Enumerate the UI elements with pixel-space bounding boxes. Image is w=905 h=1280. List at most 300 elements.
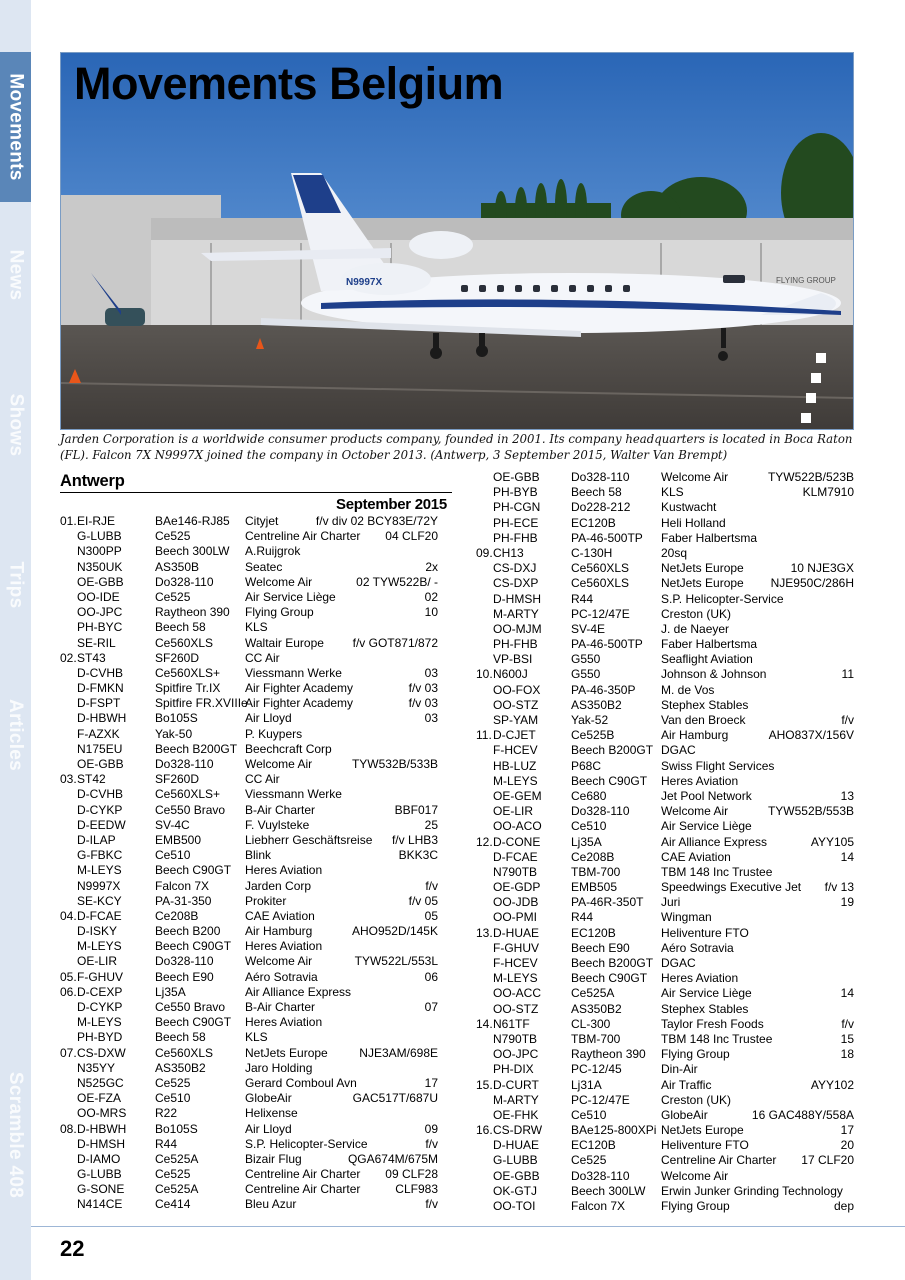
movement-registration: G-LUBB — [493, 1153, 538, 1168]
movement-row — [476, 956, 854, 971]
movement-remarks: 03 — [424, 665, 438, 680]
movement-remarks: 09 CLF28 — [385, 1167, 438, 1182]
movement-registration: D-HUAE — [493, 1138, 540, 1153]
movement-registration: F-HCEV — [493, 743, 538, 758]
movement-remarks: 15 — [840, 1031, 854, 1046]
movement-registration: OE-GBB — [493, 1168, 540, 1183]
movement-aircraft-type: SV-4C — [155, 817, 190, 832]
movement-operator: M. de Vos — [661, 682, 715, 697]
movement-operator: S.P. Helicopter-Service — [661, 591, 784, 606]
movement-operator: Heres Aviation — [661, 971, 739, 986]
movement-operator: Air Fighter Academy — [245, 681, 354, 696]
movement-aircraft-type: TBM-700 — [571, 864, 621, 879]
movement-row — [476, 941, 854, 956]
movement-operator: Faber Halbertsma — [661, 637, 758, 652]
movement-row — [60, 1015, 438, 1030]
tab-scramble[interactable]: Scramble 408 — [5, 1071, 27, 1199]
movement-aircraft-type: Ce510 — [571, 1107, 607, 1122]
movement-remarks: dep — [833, 1199, 854, 1213]
movement-row — [476, 1017, 854, 1032]
movement-operator: NetJets Europe — [661, 1123, 744, 1138]
movement-row — [60, 894, 438, 909]
movement-registration: M-LEYS — [77, 863, 122, 878]
movement-registration: OO-FOX — [493, 682, 541, 697]
tab-trips[interactable]: Trips — [5, 561, 27, 609]
movement-registration: PH-CGN — [493, 500, 541, 515]
movement-aircraft-type: Ce525A — [155, 1182, 199, 1197]
movement-operator: Cityjet — [245, 514, 279, 528]
movement-registration: G-SONE — [77, 1182, 125, 1197]
movement-aircraft-type: Ce550 Bravo — [155, 802, 226, 817]
movement-aircraft-type: PC-12/47E — [571, 606, 630, 621]
movement-row — [476, 683, 854, 698]
movement-registration: M-LEYS — [493, 971, 538, 986]
tab-articles[interactable]: Articles — [5, 698, 27, 772]
movement-aircraft-type: BAe146-RJ85 — [155, 514, 230, 528]
movement-aircraft-type: R44 — [155, 1136, 178, 1151]
movement-registration: D-FMKN — [77, 681, 124, 696]
movement-row — [476, 1108, 854, 1123]
movement-registration: D-FSPT — [77, 696, 121, 711]
movement-row — [60, 879, 438, 894]
movement-operator: CAE Aviation — [245, 908, 315, 923]
movement-registration: M-LEYS — [77, 939, 122, 954]
month-heading: September 2015 — [336, 496, 447, 513]
movement-operator: Centreline Air Charter — [661, 1153, 777, 1168]
movements-list-right — [476, 470, 854, 1214]
movement-remarks: BBF017 — [394, 802, 438, 817]
movement-remarks: AHO837X/156V — [768, 728, 854, 743]
movement-registration: D-CURT — [493, 1077, 539, 1092]
movement-aircraft-type: Falcon 7X — [155, 878, 210, 893]
movement-aircraft-type: Beech E90 — [571, 940, 630, 955]
movement-operator: Heres Aviation — [245, 863, 323, 878]
movement-registration: PH-BYD — [77, 1030, 123, 1045]
movement-registration: D-FCAE — [77, 908, 122, 923]
movement-remarks: NJE3AM/698E — [359, 1045, 438, 1060]
movement-operator: Juri — [661, 895, 681, 910]
movement-registration: D-ILAP — [77, 832, 116, 847]
movement-row — [476, 698, 854, 713]
movement-aircraft-type: Do328-110 — [571, 470, 630, 484]
movement-registration: D-CEXP — [77, 984, 123, 999]
movement-date: 09. — [476, 545, 493, 560]
movement-remarks: 07 — [424, 1000, 438, 1014]
movement-operator: Air Service Liège — [245, 589, 336, 604]
movement-remarks: 19 — [840, 895, 854, 910]
movement-registration: OO-JDB — [493, 895, 539, 910]
movement-aircraft-type: Do328-110 — [571, 1168, 630, 1183]
movement-operator: Kustwacht — [661, 500, 717, 515]
movement-aircraft-type: Beech C90GT — [155, 1015, 232, 1030]
movement-operator: J. de Naeyer — [661, 621, 730, 636]
movement-aircraft-type: BAe125-800XPi — [571, 1123, 657, 1138]
movement-operator: Heres Aviation — [245, 1015, 323, 1030]
movement-aircraft-type: Beech 58 — [571, 485, 622, 500]
movement-registration: OO-TOI — [493, 1199, 536, 1213]
movement-remarks: f/v — [425, 1136, 438, 1151]
movement-remarks: 10 — [424, 605, 438, 620]
movement-registration: PH-DIX — [493, 1062, 534, 1077]
movement-date: 03. — [60, 772, 77, 787]
movement-remarks: 17 CLF20 — [801, 1153, 854, 1168]
movement-row — [60, 605, 438, 620]
movement-registration: M-ARTY — [493, 1092, 539, 1107]
movement-operator: KLS — [661, 485, 684, 500]
movement-registration: D-CJET — [493, 728, 536, 743]
movement-aircraft-type: P68C — [571, 758, 602, 773]
movement-row — [60, 1182, 438, 1197]
movement-row — [476, 1169, 854, 1184]
movement-row — [60, 818, 438, 833]
movement-row — [476, 971, 854, 986]
movement-registration: D-CVHB — [77, 665, 124, 680]
movement-date: 16. — [476, 1123, 493, 1138]
movement-operator: S.P. Helicopter-Service — [245, 1136, 368, 1151]
movement-row — [476, 1199, 854, 1214]
movement-row — [60, 636, 438, 651]
movement-registration: D-HBWH — [77, 711, 127, 726]
movement-aircraft-type: PC-12/45 — [571, 1062, 622, 1077]
movement-registration: ST42 — [77, 772, 106, 787]
movement-row — [60, 681, 438, 696]
movement-date: 07. — [60, 1045, 77, 1060]
movement-row — [60, 1197, 438, 1212]
movement-operator: Air Alliance Express — [661, 834, 768, 849]
movement-registration: OO-MRS — [77, 1106, 127, 1121]
movement-aircraft-type: Do328-110 — [571, 804, 630, 819]
movement-operator: Welcome Air — [661, 1168, 729, 1183]
movement-date: 08. — [60, 1121, 77, 1136]
movement-aircraft-type: Ce510 — [571, 819, 607, 834]
movement-row — [476, 1002, 854, 1017]
movement-operator: Heliventure FTO — [661, 1138, 749, 1153]
movement-operator: Aéro Sotravia — [661, 940, 734, 955]
movement-registration: F-GHUV — [493, 940, 539, 955]
movement-remarks: KLM7910 — [802, 485, 854, 500]
movement-operator: Swiss Flight Services — [661, 758, 775, 773]
movement-row — [60, 772, 438, 787]
movement-registration: OO-STZ — [493, 1001, 539, 1016]
movement-operator: Bleu Azur — [245, 1197, 297, 1212]
movement-operator: Blink — [245, 848, 272, 863]
movement-row — [60, 848, 438, 863]
movement-remarks: QGA674M/675M — [347, 1151, 438, 1166]
movement-aircraft-type: CL-300 — [571, 1016, 611, 1031]
movement-registration: OO-MJM — [493, 621, 542, 636]
movement-registration: OO-STZ — [493, 697, 539, 712]
movement-remarks: 04 CLF20 — [385, 529, 438, 544]
movement-operator: Bizair Flug — [245, 1151, 302, 1166]
photo-caption: Jarden Corporation is a worldwide consumer products company, founded in 2001. Its company headquarters is located in Boca Raton (FL). Falcon 7X N9997X joined the company in October 2013. (Antwerp, 3 September 2015, Walter Van Brempt) — [60, 432, 853, 462]
movement-remarks: f/v GOT871/872 — [352, 635, 438, 650]
movement-registration: OO-JPC — [493, 1047, 539, 1062]
movement-registration: OO-IDE — [77, 589, 120, 604]
movement-date: 10. — [476, 667, 493, 682]
movement-row — [476, 652, 854, 667]
movement-aircraft-type: Ce560XLS — [155, 635, 214, 650]
movement-remarks: f/v LHB3 — [391, 832, 438, 847]
movement-operator: Air Hamburg — [661, 728, 729, 743]
movement-registration: F-HCEV — [493, 956, 538, 970]
movement-registration: G-LUBB — [77, 1167, 122, 1182]
movement-operator: Gerard Comboul Avn — [245, 1075, 357, 1090]
movement-aircraft-type: PA-46R-350T — [571, 895, 644, 910]
movement-registration: CH13 — [493, 545, 524, 560]
movement-operator: Erwin Junker Grinding Technology — [661, 1183, 843, 1198]
movement-registration: PH-ECE — [493, 515, 539, 530]
movement-operator: Speedwings Executive Jet — [661, 880, 802, 895]
movement-row — [60, 620, 438, 635]
movement-registration: D-HBWH — [77, 1121, 127, 1136]
movement-operator: DGAC — [661, 956, 696, 970]
movement-operator: Centreline Air Charter — [245, 529, 361, 544]
movement-aircraft-type: EC120B — [571, 925, 616, 940]
movement-remarks: 2x — [425, 559, 438, 574]
page-number: 22 — [60, 1236, 85, 1261]
movement-row — [476, 667, 854, 682]
movement-operator: Helixense — [245, 1106, 298, 1121]
movement-operator: Heliventure FTO — [661, 925, 749, 940]
movement-registration: N35YY — [77, 1060, 116, 1075]
movement-registration: D-CVHB — [77, 787, 124, 802]
section-header — [60, 472, 452, 493]
movement-aircraft-type: Beech 58 — [155, 1030, 206, 1045]
movement-row — [476, 1153, 854, 1168]
movement-row — [476, 592, 854, 607]
movement-registration: D-CONE — [493, 834, 541, 849]
movement-row — [60, 833, 438, 848]
movement-registration: M-ARTY — [493, 606, 539, 621]
movement-row — [60, 742, 438, 757]
movement-operator: P. Kuypers — [245, 726, 303, 741]
movement-aircraft-type: Do328-110 — [155, 757, 214, 771]
movement-aircraft-type: PC-12/47E — [571, 1092, 630, 1107]
movement-operator: TBM 148 Inc Trustee — [661, 1031, 773, 1046]
movement-operator: Beechcraft Corp — [245, 741, 332, 756]
movement-operator: Viessmann Werke — [245, 665, 342, 680]
movement-row — [60, 1122, 438, 1137]
movement-row — [476, 1062, 854, 1077]
movement-row — [60, 1061, 438, 1076]
movement-operator: Van den Broeck — [661, 713, 746, 727]
movement-row — [476, 500, 854, 515]
movement-aircraft-type: Raytheon 390 — [155, 605, 230, 620]
movement-remarks: 02 — [424, 589, 438, 604]
movement-aircraft-type: Lj35A — [571, 834, 602, 849]
movement-aircraft-type: Ce510 — [155, 848, 191, 863]
movement-aircraft-type: Beech B200GT — [155, 741, 238, 756]
movement-operator: Jaro Holding — [245, 1060, 313, 1075]
movement-row — [60, 1030, 438, 1045]
movement-remarks: TYW522L/553L — [354, 954, 438, 969]
movement-aircraft-type: SF260D — [155, 650, 200, 665]
movement-remarks: f/v 13 — [824, 880, 854, 895]
movement-row — [60, 711, 438, 726]
movement-aircraft-type: Ce560XLS — [571, 576, 630, 591]
movement-remarks: GAC517T/687U — [352, 1091, 438, 1106]
movement-operator: Liebherr Geschäftsreise — [245, 832, 373, 847]
movement-remarks: f/v — [841, 713, 854, 727]
movement-aircraft-type: EMB505 — [571, 880, 618, 895]
movement-operator: Seaflight Aviation — [661, 652, 753, 667]
movement-operator: Johnson & Johnson — [661, 667, 767, 682]
movement-remarks: f/v 03 — [408, 696, 438, 711]
movement-aircraft-type: Ce560XLS — [155, 1045, 214, 1060]
movement-date: 15. — [476, 1077, 493, 1092]
movement-aircraft-type: Ce560XLS — [571, 561, 630, 576]
tab-shows[interactable]: Shows — [5, 393, 27, 457]
movement-operator: Heres Aviation — [245, 939, 323, 954]
movement-remarks: f/v 05 — [408, 893, 438, 908]
movement-row — [60, 560, 438, 575]
movement-row — [60, 1137, 438, 1152]
movement-row — [60, 954, 438, 969]
tab-news[interactable]: News — [5, 249, 27, 301]
movement-row — [476, 789, 854, 804]
movement-operator: Stephex Stables — [661, 1001, 749, 1016]
movement-aircraft-type: PA-46-500TP — [571, 530, 643, 545]
movement-registration: N414CE — [77, 1197, 123, 1212]
movement-date: 01. — [60, 514, 77, 528]
movement-aircraft-type: Ce208B — [155, 908, 199, 923]
movement-aircraft-type: Ce550 Bravo — [155, 1000, 226, 1014]
movement-registration: PH-FHB — [493, 637, 538, 652]
movement-remarks: TYW532B/533B — [351, 757, 438, 771]
movement-registration: ST43 — [77, 650, 106, 665]
movement-row — [60, 924, 438, 939]
movement-registration: D-IAMO — [77, 1151, 121, 1166]
movement-operator: GlobeAir — [245, 1091, 292, 1106]
movement-remarks: 25 — [424, 817, 438, 832]
movement-aircraft-type: PA-31-350 — [155, 893, 212, 908]
movement-remarks: NJE950C/286H — [770, 576, 854, 591]
movement-registration: OE-FHK — [493, 1107, 539, 1122]
movement-registration: PH-BYC — [77, 620, 123, 635]
movement-aircraft-type: Ce525A — [571, 986, 615, 1001]
movement-row — [476, 743, 854, 758]
movement-operator: Flying Group — [661, 1199, 730, 1213]
movement-row — [60, 909, 438, 924]
movement-aircraft-type: EC120B — [571, 515, 616, 530]
movement-date: 13. — [476, 925, 493, 940]
movement-remarks: f/v div 02 BCY83E/72Y — [315, 514, 438, 528]
movement-operator: B-Air Charter — [245, 1000, 316, 1014]
movement-operator: CC Air — [245, 650, 280, 665]
movement-row — [476, 576, 854, 591]
movement-registration: VP-BSI — [493, 652, 533, 667]
tab-movements[interactable]: Movements — [0, 52, 31, 202]
movement-row — [476, 546, 854, 561]
movement-registration: CS-DXW — [77, 1045, 126, 1060]
movement-aircraft-type: Beech B200GT — [571, 743, 654, 758]
movement-aircraft-type: Ce560XLS+ — [155, 787, 221, 802]
movement-aircraft-type: Yak-52 — [571, 713, 609, 727]
movement-registration: OO-PMI — [493, 910, 537, 925]
movement-aircraft-type: Raytheon 390 — [571, 1047, 646, 1062]
movement-registration: D-EEDW — [77, 817, 126, 832]
movement-remarks: 17 — [840, 1123, 854, 1138]
movement-remarks: AYY102 — [810, 1077, 854, 1092]
movement-remarks: BKK3C — [398, 848, 438, 863]
movement-row — [476, 895, 854, 910]
movement-operator: Welcome Air — [661, 804, 729, 819]
movement-row — [476, 880, 854, 895]
movement-operator: Air Alliance Express — [245, 984, 352, 999]
section-title: Antwerp — [60, 472, 452, 493]
movement-row — [476, 1123, 854, 1138]
movement-row — [476, 531, 854, 546]
movement-aircraft-type: TBM-700 — [571, 1031, 621, 1046]
movement-row — [476, 470, 854, 485]
movement-remarks: AHO952D/145K — [351, 924, 438, 939]
movement-aircraft-type: Beech B200GT — [571, 956, 654, 970]
movement-row — [476, 1047, 854, 1062]
tail-registration: N9997X — [346, 277, 383, 288]
movement-registration: D-CYKP — [77, 802, 123, 817]
movement-operator: Welcome Air — [245, 954, 313, 969]
movement-operator: Air Service Liège — [661, 986, 752, 1001]
movement-operator: Prokiter — [245, 893, 287, 908]
movement-registration: N9997X — [77, 878, 121, 893]
movement-date: 06. — [60, 984, 77, 999]
movement-operator: Air Hamburg — [245, 924, 313, 939]
movement-aircraft-type: AS350B2 — [571, 697, 622, 712]
movement-operator: Din-Air — [661, 1062, 698, 1077]
movement-date: 11. — [476, 728, 492, 743]
movement-aircraft-type: PA-46-500TP — [571, 637, 643, 652]
movement-row — [60, 757, 438, 772]
movement-operator: Creston (UK) — [661, 606, 732, 621]
movement-registration: OE-LIR — [493, 804, 534, 819]
movement-operator: NetJets Europe — [245, 1045, 328, 1060]
movement-row — [476, 622, 854, 637]
movement-aircraft-type: Beech 300LW — [155, 544, 230, 559]
movement-registration: OE-GBB — [77, 574, 124, 589]
movement-registration: HB-LUZ — [493, 758, 537, 773]
movement-registration: OK-GTJ — [493, 1183, 537, 1198]
movement-aircraft-type: Beech C90GT — [571, 773, 648, 788]
movement-operator: Heli Holland — [661, 515, 726, 530]
movement-operator: NetJets Europe — [661, 561, 744, 576]
movement-row — [476, 774, 854, 789]
movement-row — [476, 1032, 854, 1047]
movement-remarks: 10 NJE3GX — [790, 561, 854, 576]
movement-row — [60, 727, 438, 742]
movement-aircraft-type: Ce208B — [571, 849, 615, 864]
movement-row — [476, 865, 854, 880]
movement-remarks: TYW522B/523B — [767, 470, 854, 484]
movement-registration: D-FCAE — [493, 849, 538, 864]
movement-registration: F-AZXK — [77, 726, 120, 741]
movement-operator: Flying Group — [661, 1047, 730, 1062]
movement-row — [60, 1046, 438, 1061]
movement-operator: Air Traffic — [661, 1077, 712, 1092]
movement-remarks: 17 — [424, 1075, 438, 1090]
movement-row — [476, 1093, 854, 1108]
movement-registration: F-GHUV — [77, 969, 123, 984]
movement-aircraft-type: Beech E90 — [155, 969, 214, 984]
movement-row — [476, 728, 854, 743]
movement-remarks: f/v — [425, 878, 438, 893]
movement-remarks: 14 — [840, 849, 854, 864]
movement-row — [60, 544, 438, 559]
movement-operator: Faber Halbertsma — [661, 530, 758, 545]
movement-row — [60, 575, 438, 590]
movement-registration: OO-JPC — [77, 605, 123, 620]
movement-aircraft-type: Lj31A — [571, 1077, 602, 1092]
movement-row — [60, 529, 438, 544]
